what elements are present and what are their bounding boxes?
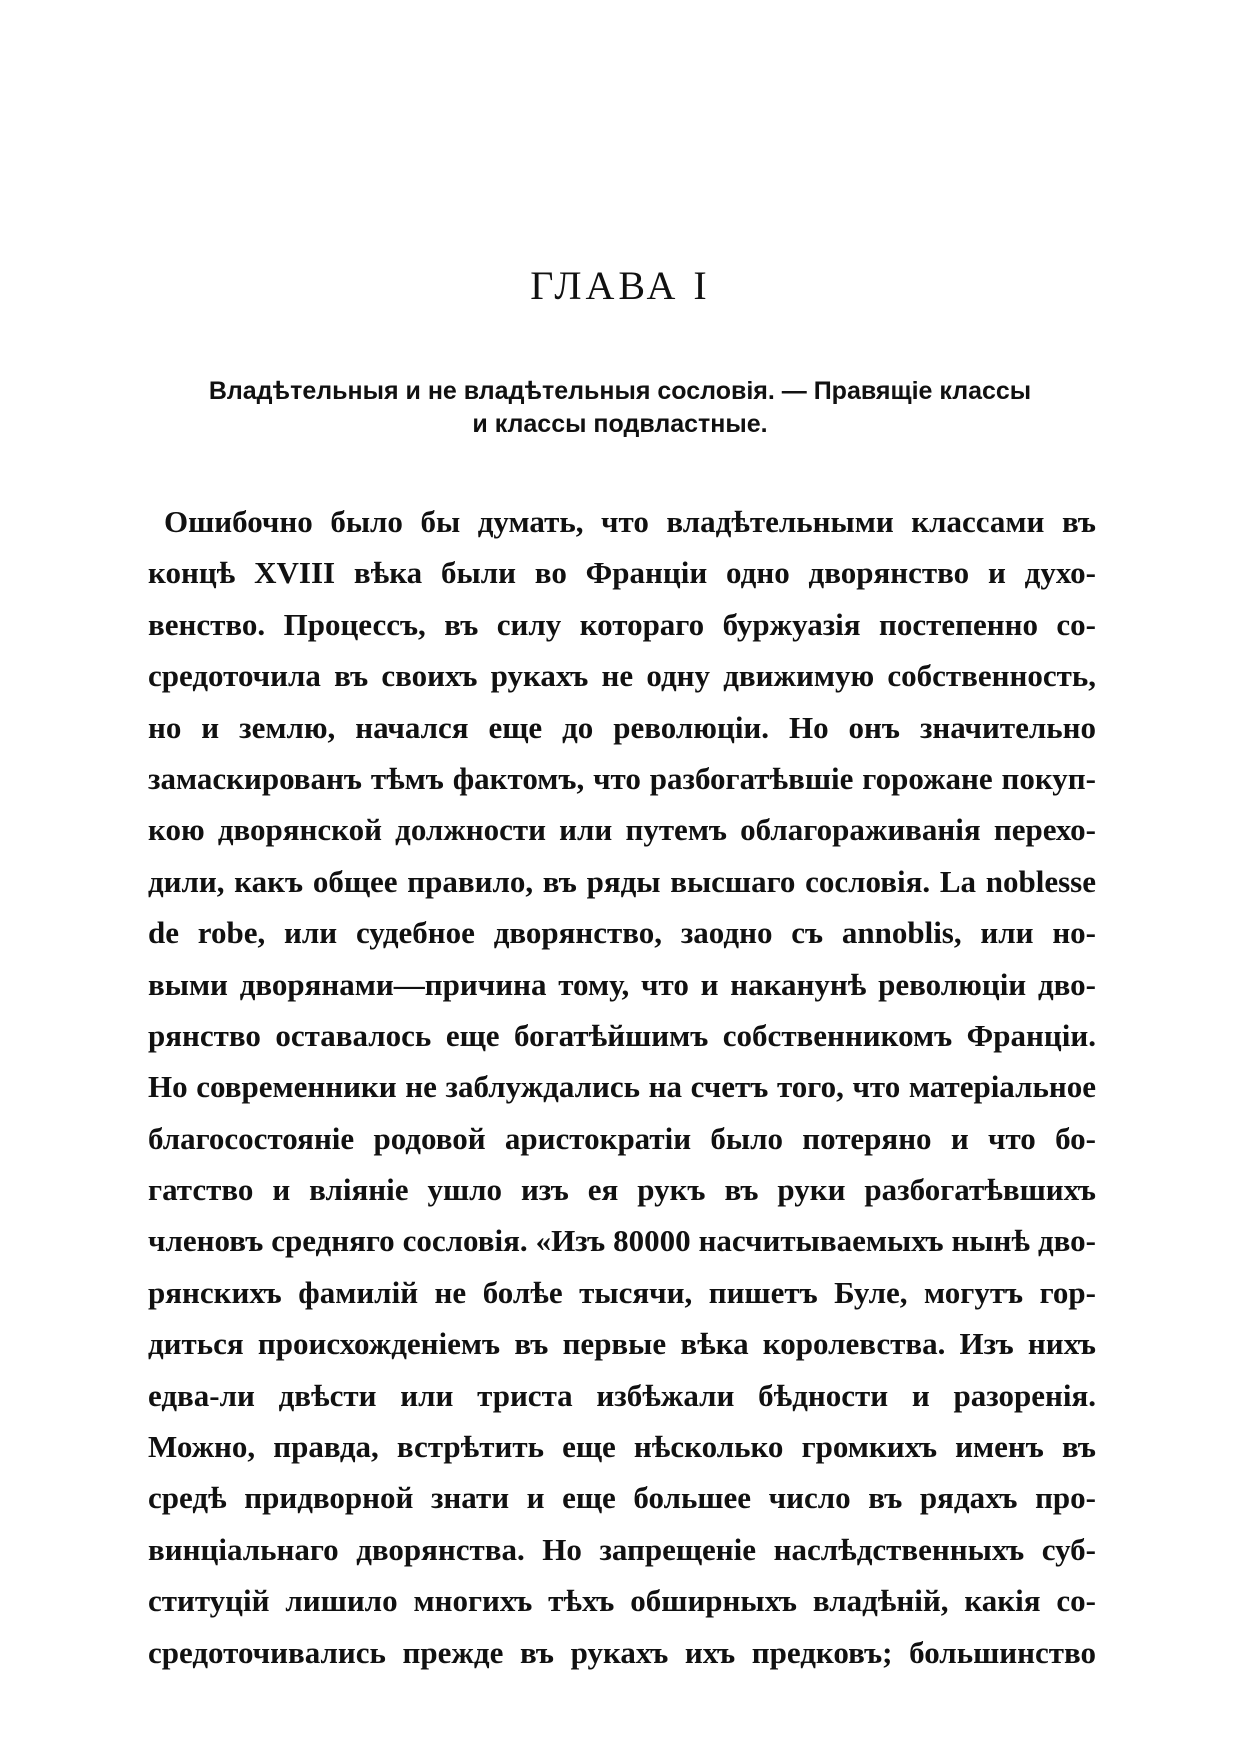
body-line: Но современники не заблуждались на счетъ того, что матеріальное (148, 1069, 1096, 1105)
body-line: замаскированъ тѣмъ фактомъ, что разбогатѣвшіе горожане покуп- (148, 760, 1096, 796)
body-paragraph (148, 496, 1096, 1678)
chapter-title: ГЛАВА I (530, 263, 711, 308)
body-line: диться происхожденіемъ въ первые вѣка королевства. Изъ нихъ (148, 1326, 1096, 1362)
body-line: гатство и вліяніе ушло изъ ея рукъ въ руки разбогатѣвшихъ (148, 1172, 1096, 1208)
body-line: рянство оставалось еще богатѣйшимъ собственникомъ Франціи. (148, 1017, 1096, 1053)
body-line: членовъ средняго сословія. «Изъ 80000 насчитываемыхъ нынѣ дво- (148, 1223, 1096, 1259)
body-line: ституцій лишило многихъ тѣхъ обширныхъ владѣній, какія со- (148, 1583, 1096, 1619)
body-line: но и землю, начался еще до революціи. Но онъ значительно (148, 709, 1096, 745)
body-line: концѣ XVIII вѣка были во Франціи одно дворянство и духо- (148, 555, 1096, 591)
chapter-subtitle (150, 375, 1090, 441)
subtitle-line: и классы подвластные. (472, 410, 768, 438)
body-line: Ошибочно было бы думать, что владѣтельными классами въ (164, 504, 1096, 539)
body-line: de robe, или судебное дворянство, заодно съ annoblis, или но- (148, 915, 1096, 951)
body-line: выми дворянами—причина тому, что и наканунѣ революціи дво- (148, 966, 1096, 1002)
body-line: средоточивались прежде въ рукахъ ихъ предковъ; большинство (148, 1634, 1096, 1670)
subtitle-line: Владѣтельныя и не владѣтельныя сословія. — Правящіе классы (208, 377, 1032, 405)
body-line: благосостояніе родовой аристократіи было потеряно и что бо- (148, 1120, 1096, 1156)
body-line: кою дворянской должности или путемъ облагораживанія перехо- (148, 812, 1096, 848)
body-line: средоточила въ своихъ рукахъ не одну движимую собственность, (148, 658, 1096, 694)
body-line: дили, какъ общее правило, въ ряды высшаго сословія. La noblesse (148, 863, 1096, 899)
body-line: едва-ли двѣсти или триста избѣжали бѣдности и разоренія. (148, 1377, 1096, 1413)
body-line: средѣ придворной знати и еще большее число въ рядахъ про- (148, 1480, 1096, 1516)
body-line: рянскихъ фамилій не болѣе тысячи, пишетъ Буле, могутъ гор- (148, 1274, 1096, 1310)
body-line: винціальнаго дворянства. Но запрещеніе наслѣдственныхъ суб- (148, 1531, 1096, 1567)
body-line: Можно, правда, встрѣтить еще нѣсколько громкихъ именъ въ (148, 1429, 1096, 1465)
body-line: венство. Процессъ, въ силу котораго буржуазія постепенно со- (148, 606, 1096, 642)
